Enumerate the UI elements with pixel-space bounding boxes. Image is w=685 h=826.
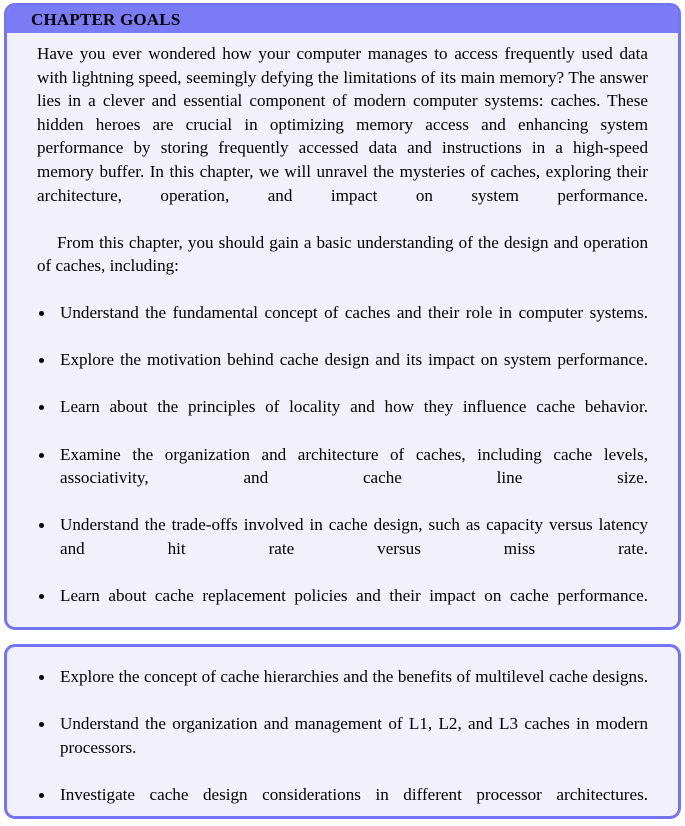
objectives-lead-paragraph: From this chapter, you should gain a basic understanding of the design and operation of caches, including: (37, 232, 648, 276)
list-item-label: Learn about the principles of locality and how they influence cache behavior. (60, 397, 648, 417)
list-item (37, 301, 648, 348)
bullet-dot-icon (39, 453, 44, 458)
list-item-label: Learn about cache replacement policies and their impact on cache performance. (60, 586, 648, 606)
list-item (37, 665, 648, 712)
list-item (37, 395, 648, 442)
chapter-goals-list (37, 301, 648, 630)
chapter-goals-continued-box (4, 644, 681, 819)
bullet-dot-icon (39, 722, 44, 727)
chapter-goals-continued-body (7, 647, 678, 819)
list-item (37, 443, 648, 514)
bullet-dot-icon (39, 793, 44, 798)
bullet-dot-icon (39, 311, 44, 316)
page-title: CHAPTER GOALS (31, 10, 181, 29)
bullet-dot-icon (39, 405, 44, 410)
list-item (37, 712, 648, 783)
bullet-dot-icon (39, 675, 44, 680)
chapter-goals-header (7, 6, 678, 33)
list-item (37, 348, 648, 395)
list-item (37, 783, 648, 819)
list-item-label: Understand the trade-offs involved in cache design, such as capacity versus latency and hit rate versus miss rate. (60, 515, 648, 558)
list-item-label: Understand the fundamental concept of caches and their role in computer systems. (60, 302, 648, 322)
bullet-dot-icon (39, 358, 44, 363)
list-item-label: Understand the organization and management of L1, L2, and L3 caches in modern processors. (60, 714, 648, 757)
list-item-label: Explore the concept of cache hierarchies and the benefits of multilevel cache designs. (60, 667, 648, 686)
bullet-dot-icon (39, 523, 44, 528)
chapter-goals-continued-list (37, 665, 648, 819)
chapter-goals-body (7, 33, 678, 630)
list-item-label: Examine the organization and architecture of caches, including cache levels, associativity, and cache line size. (60, 444, 648, 488)
list-item-label: Explore the motivation behind cache design and its impact on system performance. (60, 350, 648, 370)
list-item-label: Investigate cache design considerations in different processor architectures. (60, 784, 648, 804)
list-item (37, 513, 648, 584)
intro-paragraph: Have you ever wondered how your computer manages to access frequently used data with lightning speed, seemingly defying the limitations of its main memory? The answer lies in a clever and essential component of modern computer systems: caches. These hidden heroes are crucial in optimizing memory access and enhancing system performance by storing frequently accessed data and instructions in a high-speed memory buffer. In this chapter, we will unravel the mysteries of caches, exploring their architecture, operation, and impact on system performance. (37, 44, 648, 205)
list-item (37, 584, 648, 630)
bullet-dot-icon (39, 594, 44, 599)
chapter-goals-box (4, 3, 681, 630)
